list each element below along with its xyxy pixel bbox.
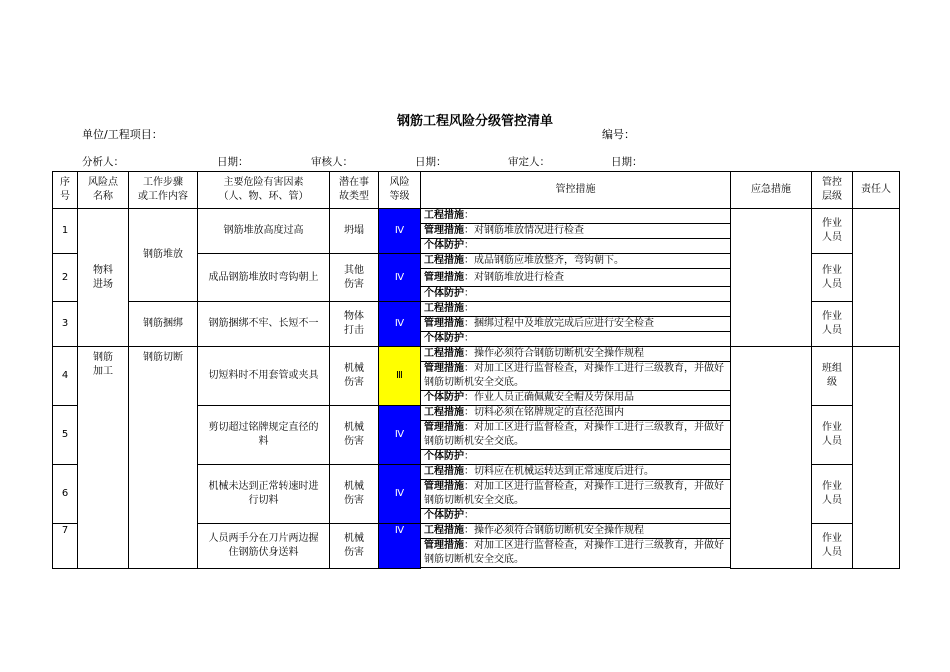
accident-cell: 其他 伤害 [330,254,379,302]
hazard-cell: 剪切超过铭牌规定直径的 料 [198,406,330,465]
ppe-measure: 个体防护：作业人员正确佩戴安全帽及劳保用品 [421,391,731,406]
risk-level-cell: Ⅳ [379,465,421,524]
control-layer-cell: 作业 人员 [812,465,853,524]
accident-cell: 机械 伤害 [330,465,379,524]
engineering-measure: 工程措施：切料应在机械运转达到正常速度后进行。 [421,465,731,480]
risk-point-cell: 钢筋 加工 [78,347,129,569]
management-measure: 管理措施：捆绑过程中及堆放完成后应进行安全检查 [421,317,731,332]
risk-level-cell: Ⅳ [379,302,421,347]
seq-cell: 3 [53,302,78,347]
seq-cell: 2 [53,254,78,302]
risk-point-cell: 物料 进场 [78,209,129,347]
management-measure: 管理措施：对加工区进行监督检查，对操作工进行三级教育，并做好钢筋切断机安全交底。 [421,362,731,391]
engineering-measure: 工程措施：操作必须符合钢筋切断机安全操作规程 [421,347,731,362]
table-header-row [53,172,900,209]
hazard-cell: 钢筋捆绑不牢、长短不一 [198,302,330,347]
analyst-date-label: 日期： [217,156,249,168]
hazard-cell: 机械未达到正常转速时进 行切料 [198,465,330,524]
col-header-hazard: 主要危险有害因素 （人、物、环、管） [198,172,330,209]
emergency-cell [731,347,812,569]
risk-level-cell: Ⅲ [379,347,421,406]
control-layer-cell: 班组 级 [812,347,853,406]
col-header-control-measures: 管控措施 [421,172,731,209]
accident-cell: 坍塌 [330,209,379,254]
seq-cell: 6 [53,465,78,524]
engineering-measure: 工程措施：成品钢筋应堆放整齐，弯钩朝下。 [421,254,731,269]
control-layer-cell: 作业 人员 [812,254,853,302]
ppe-measure: 个体防护： [421,239,731,254]
number-label: 编号： [602,128,635,141]
reviewer-label: 审核人： [311,156,353,168]
col-header-seq: 序 号 [53,172,78,209]
approver-date-label: 日期： [611,156,643,168]
hazard-cell: 人员两手分在刀片两边握 住钢筋伏身送料 [198,524,330,569]
seq-cell: 5 [53,406,78,465]
analyst-label: 分析人： [82,156,124,168]
col-header-accident-type: 潜在事 故类型 [330,172,379,209]
seq-cell: 7 [53,524,78,569]
work-step-cell: 钢筋切断 [129,347,198,569]
table-row [53,209,900,224]
engineering-measure: 工程措施：操作必须符合钢筋切断机安全操作规程 [421,524,731,539]
work-step-cell: 钢筋堆放 [129,209,198,302]
engineering-measure: 工程措施： [421,209,731,224]
accident-cell: 物体 打击 [330,302,379,347]
engineering-measure: 工程措施： [421,302,731,317]
risk-control-table [52,171,900,569]
document-title: 钢筋工程风险分级管控清单 [396,114,553,129]
control-layer-cell: 作业 人员 [812,406,853,465]
control-layer-cell: 作业 人员 [812,302,853,347]
risk-level-cell: Ⅳ [379,254,421,302]
seq-cell: 4 [53,347,78,406]
accident-cell: 机械 伤害 [330,524,379,569]
owner-cell [853,347,900,569]
unit-label: 单位/工程项目： [82,128,163,141]
accident-cell: 机械 伤害 [330,347,379,406]
seq-cell: 1 [53,209,78,254]
col-header-control-layer: 管控 层级 [812,172,853,209]
risk-level-cell: Ⅳ [379,406,421,465]
emergency-cell [731,209,812,347]
management-measure: 管理措施：对加工区进行监督检查，对操作工进行三级教育，并做好钢筋切断机安全交底。 [421,480,731,509]
col-header-emergency: 应急措施 [731,172,812,209]
ppe-measure: 个体防护： [421,332,731,347]
ppe-measure: 个体防护： [421,287,731,302]
hazard-cell: 钢筋堆放高度过高 [198,209,330,254]
col-header-owner: 责任人 [853,172,900,209]
management-measure: 管理措施：对钢筋堆放情况进行检查 [421,224,731,239]
ppe-measure: 个体防护： [421,509,731,524]
table-row [53,347,900,362]
reviewer-date-label: 日期： [415,156,447,168]
control-layer-cell: 作业 人员 [812,524,853,569]
management-measure: 管理措施：对加工区进行监督检查，对操作工进行三级教育，并做好钢筋切断机安全交底。 [421,539,731,568]
accident-cell: 机械 伤害 [330,406,379,465]
approver-label: 审定人： [508,156,550,168]
management-measure: 管理措施：对钢筋堆放进行检查 [421,269,731,287]
hazard-cell: 切短料时不用套管或夹具 [198,347,330,406]
risk-level-cell: Ⅳ [379,209,421,254]
col-header-risk-level: 风险 等级 [379,172,421,209]
col-header-risk-point: 风险点 名称 [78,172,129,209]
ppe-measure: 个体防护： [421,450,731,465]
hazard-cell: 成品钢筋堆放时弯钩朝上 [198,254,330,302]
risk-level-cell: Ⅳ [379,524,421,569]
col-header-work-step: 工作步骤 或工作内容 [129,172,198,209]
engineering-measure: 工程措施：切料必须在铭牌规定的直径范围内 [421,406,731,421]
owner-cell [853,209,900,347]
work-step-cell: 钢筋捆绑 [129,302,198,347]
control-layer-cell: 作业 人员 [812,209,853,254]
management-measure: 管理措施：对加工区进行监督检查，对操作工进行三级教育，并做好钢筋切断机安全交底。 [421,421,731,450]
